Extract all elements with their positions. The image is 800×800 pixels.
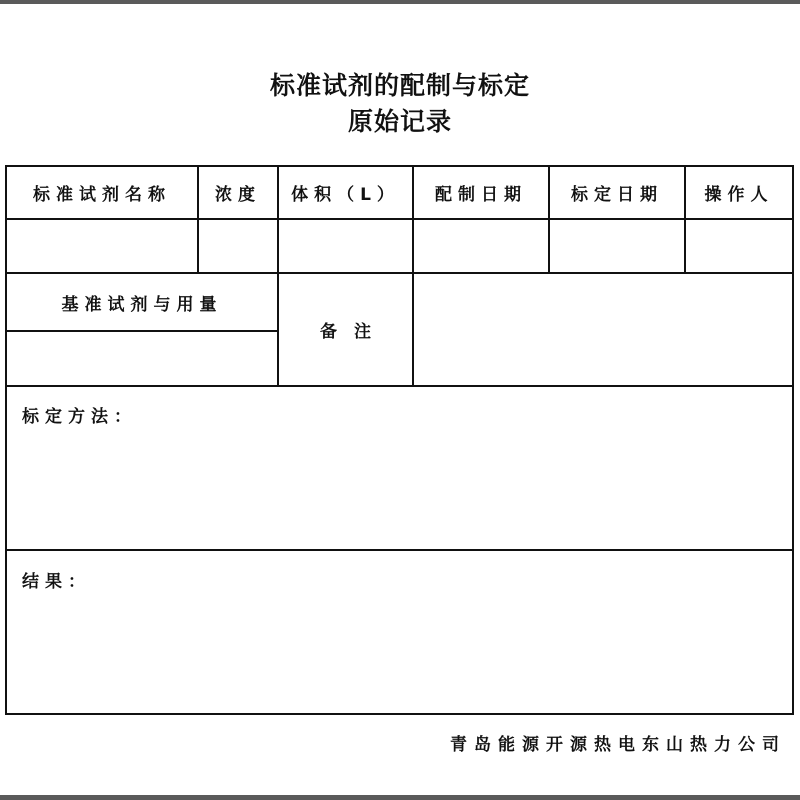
page-bottom-edge bbox=[0, 795, 800, 800]
result-field[interactable] bbox=[7, 595, 792, 713]
table-border-right bbox=[792, 165, 794, 715]
method-label: 标定方法： bbox=[22, 407, 137, 427]
header-operator: 操作人 bbox=[704, 185, 774, 205]
remarks-field[interactable] bbox=[414, 274, 792, 385]
header-calib-date: 标定日期 bbox=[571, 185, 663, 205]
concentration-field[interactable] bbox=[199, 220, 277, 272]
header-reagent-name: 标准试剂名称 bbox=[33, 185, 171, 205]
table-rule bbox=[5, 549, 794, 551]
table-rule bbox=[5, 385, 794, 387]
calib-date-field[interactable] bbox=[550, 220, 684, 272]
company-name: 青岛能源开源热电东山热力公司 bbox=[450, 735, 786, 755]
method-field[interactable] bbox=[7, 430, 792, 549]
prep-date-field[interactable] bbox=[414, 220, 548, 272]
form-subtitle: 原始记录 bbox=[347, 107, 452, 136]
volume-field[interactable] bbox=[279, 220, 412, 272]
page-top-edge bbox=[0, 0, 800, 4]
primary-reagent-field[interactable] bbox=[7, 332, 277, 385]
header-concentration: 浓度 bbox=[215, 185, 261, 205]
header-volume: 体积（L） bbox=[291, 185, 400, 205]
primary-reagent-label: 基准试剂与用量 bbox=[61, 294, 223, 315]
remarks-label: 备 注 bbox=[320, 322, 371, 342]
table-border-bottom bbox=[5, 713, 794, 715]
result-label: 结果： bbox=[22, 572, 91, 592]
form-title: 标准试剂的配制与标定 bbox=[269, 71, 530, 100]
operator-field[interactable] bbox=[686, 220, 792, 272]
header-prep-date: 配制日期 bbox=[435, 185, 527, 205]
reagent-name-field[interactable] bbox=[7, 220, 197, 272]
